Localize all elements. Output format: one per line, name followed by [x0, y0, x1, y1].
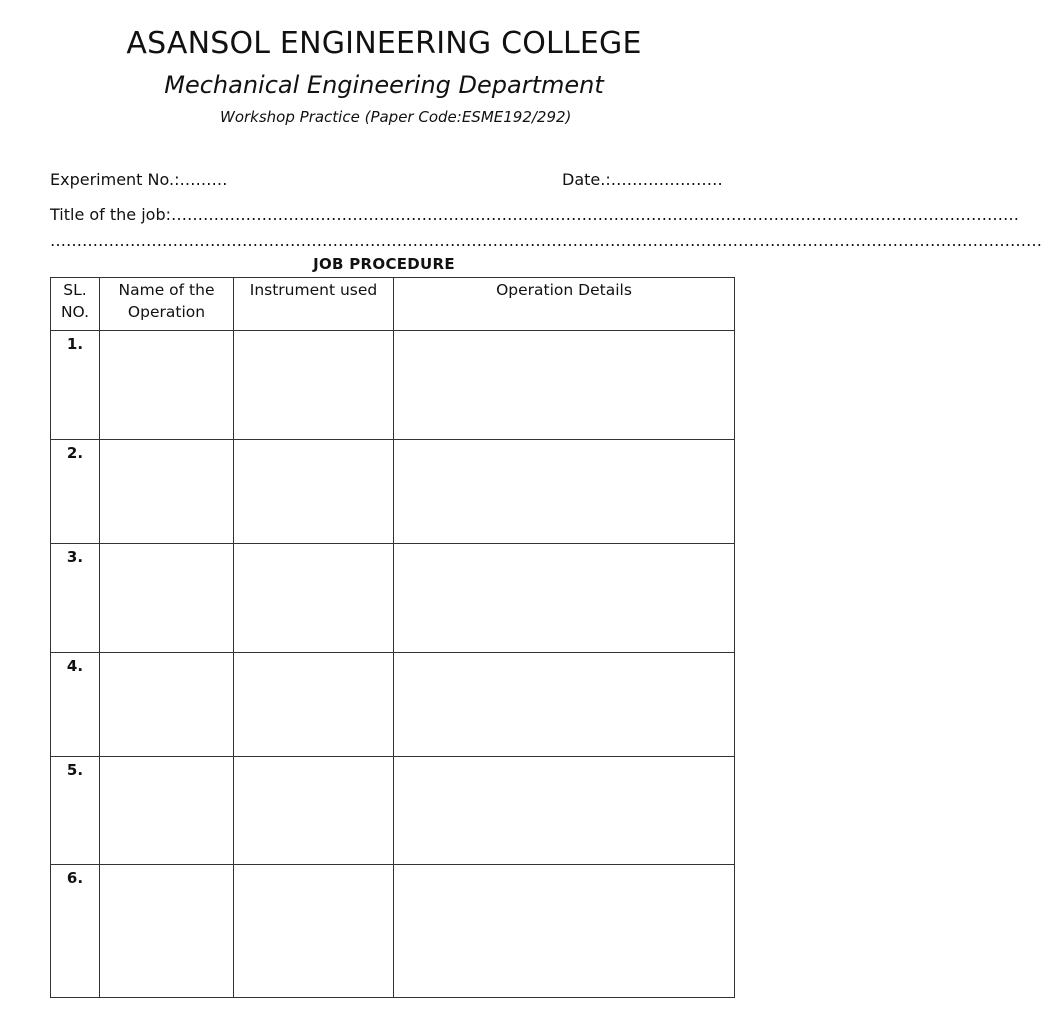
- operation-name-cell[interactable]: [100, 653, 234, 757]
- table-row: [51, 331, 735, 440]
- column-header-instrument: Instrument used: [234, 278, 394, 331]
- column-header-sl-no: [51, 278, 100, 331]
- row-number: 5.: [51, 757, 100, 865]
- operation-details-cell[interactable]: [394, 865, 735, 998]
- paper-code: Workshop Practice (Paper Code:ESME192/292): [220, 108, 572, 126]
- column-header-name-line1: Name of the: [118, 281, 215, 299]
- row-number: 2.: [51, 440, 100, 544]
- department-name: Mechanical Engineering Department: [164, 71, 604, 99]
- operation-details-cell[interactable]: [394, 757, 735, 865]
- operation-details-cell[interactable]: [394, 440, 735, 544]
- operation-name-cell[interactable]: [100, 757, 234, 865]
- table-header-row: [51, 278, 735, 331]
- instrument-cell[interactable]: [234, 440, 394, 544]
- column-header-operation-name: [100, 278, 234, 331]
- experiment-number-field[interactable]: Experiment No.:………: [50, 170, 228, 189]
- column-header-sl-line1: SL.: [63, 281, 87, 299]
- column-header-operation-details: Operation Details: [394, 278, 735, 331]
- operation-details-cell[interactable]: [394, 544, 735, 653]
- job-title-field[interactable]: Title of the job:……………………………………………………………………………………………………………………………………………: [50, 205, 1020, 224]
- operation-name-cell[interactable]: [100, 440, 234, 544]
- table-row: [51, 440, 735, 544]
- instrument-cell[interactable]: [234, 331, 394, 440]
- operation-details-cell[interactable]: [394, 331, 735, 440]
- instrument-cell[interactable]: [234, 544, 394, 653]
- job-procedure-table: [50, 277, 735, 998]
- job-procedure-heading: JOB PROCEDURE: [313, 255, 455, 273]
- column-header-sl-line2: NO.: [60, 303, 90, 321]
- table-row: [51, 653, 735, 757]
- table-row: [51, 757, 735, 865]
- operation-details-cell[interactable]: [394, 653, 735, 757]
- instrument-cell[interactable]: [234, 653, 394, 757]
- job-title-continuation-line[interactable]: ……………………………………………………………………………………………………………………………………………………………………: [50, 231, 1042, 250]
- row-number: 3.: [51, 544, 100, 653]
- operation-name-cell[interactable]: [100, 544, 234, 653]
- table-row: [51, 544, 735, 653]
- operation-name-cell[interactable]: [100, 865, 234, 998]
- college-name: ASANSOL ENGINEERING COLLEGE: [126, 26, 642, 61]
- row-number: 6.: [51, 865, 100, 998]
- column-header-name-line2: Operation: [127, 303, 206, 321]
- instrument-cell[interactable]: [234, 865, 394, 998]
- row-number: 4.: [51, 653, 100, 757]
- operation-name-cell[interactable]: [100, 331, 234, 440]
- row-number: 1.: [51, 331, 100, 440]
- instrument-cell[interactable]: [234, 757, 394, 865]
- table-row: [51, 865, 735, 998]
- date-field[interactable]: Date.:…………………: [562, 170, 723, 189]
